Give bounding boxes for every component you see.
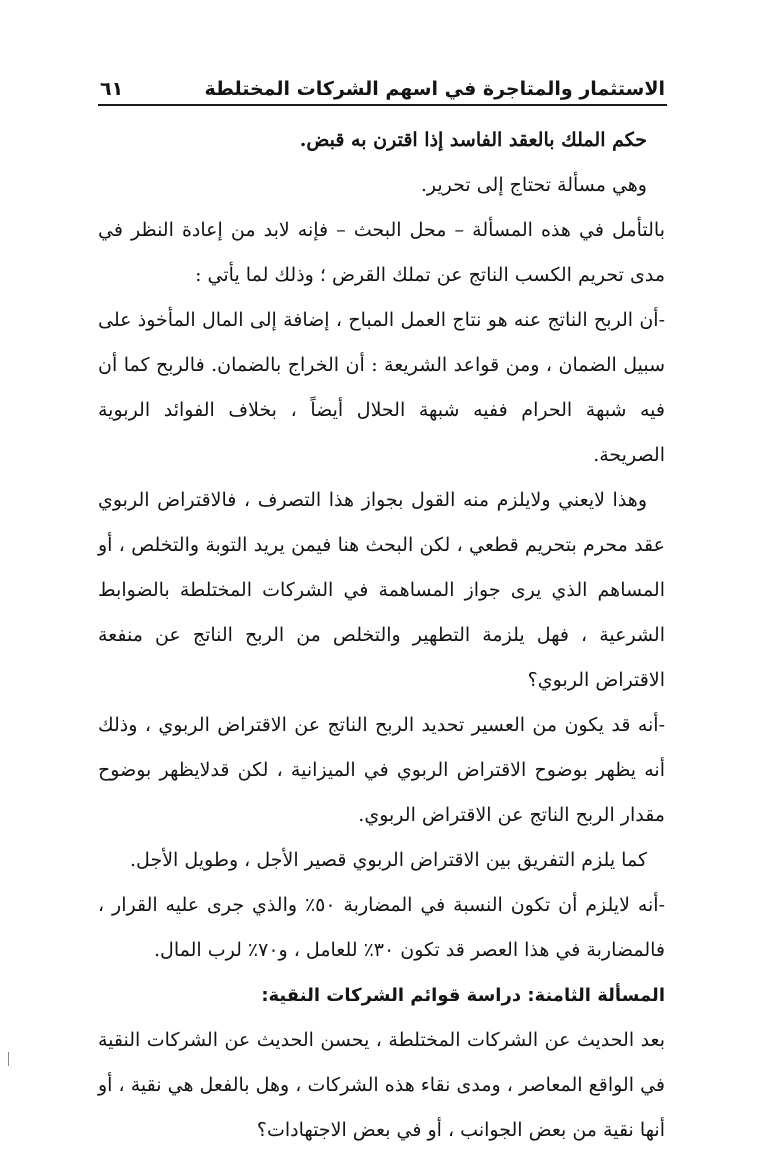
paragraph-first-reason: -أن الربح الناتج عنه هو نتاج العمل المباح ، إضافة إلى المال المأخوذ على سبيل الضمان ، ومن قواعد الشريعة : أن الخراج بالضمان. فالربح كما أن فيه شبهة الحرام ففيه شبهة الحلال أيضاً ، بخلاف الفوائد الربوية الصريحة. xyxy=(98,309,665,466)
header-rule xyxy=(98,104,667,106)
paragraph-third-reason: -أنه لايلزم أن تكون النسبة في المضاربة ٥٠٪ والذي جرى عليه القرار ، فالمضاربة في هذا العصر قد تكون ٣٠٪ للعامل ، و٧٠٪ لرب المال. xyxy=(98,894,665,961)
paragraph-reconsideration: بالتأمل في هذه المسألة – محل البحث – فإنه لابد من إعادة النظر في مدى تحريم الكسب الناتج عن تملك القرض ؛ وذلك لما يأتي : xyxy=(98,219,665,286)
paragraph-needs-clarification: وهي مسألة تحتاج إلى تحرير. xyxy=(420,174,647,196)
running-header xyxy=(100,70,665,100)
scan-edge-mark xyxy=(8,1052,9,1066)
page-number: ٦١ xyxy=(100,78,124,100)
paragraph-clarification: وهذا لايعني ولايلزم منه القول بجواز هذا التصرف ، فالاقتراض الربوي عقد محرم بتحريم قطعي ، لكن البحث هنا فيمن يريد التوبة والتخلص ، أو المساهم الذي يرى جواز المساهمة في الشركات المختلطة بالضوابط الشرعية ، فهل يلزمة التطهير والتخلص من الربح الناتج عن منفعة الاقتراض الربوي؟ xyxy=(98,489,665,691)
running-title: الاستثمار والمتاجرة في اسهم الشركات المختلطة xyxy=(204,78,665,100)
paragraph-term-distinction: كما يلزم التفريق بين الاقتراض الربوي قصير الأجل ، وطويل الأجل. xyxy=(130,849,647,871)
body-text xyxy=(98,118,665,1153)
paragraph-second-reason: -أنه قد يكون من العسير تحديد الربح الناتج عن الاقتراض الربوي ، وذلك أنه يظهر بوضوح الاقتراض الربوي في الميزانية ، لكن قدلايظهر بوضوح مقدار الربح الناتج عن الاقتراض الربوي. xyxy=(98,714,665,826)
section-heading: المسألة الثامنة: دراسة قوائم الشركات النقية: xyxy=(261,985,665,1006)
paragraph-pure-companies: بعد الحديث عن الشركات المختلطة ، يحسن الحديث عن الشركات النقية في الواقع المعاصر ، ومدى نقاء هذه الشركات ، وهل بالفعل هي نقية ، أو أنها نقية من بعض الجوانب ، أو في بعض الاجتهادات؟ xyxy=(98,1029,665,1141)
paragraph-ruling: حكم الملك بالعقد الفاسد إذا اقترن به قبض. xyxy=(299,129,647,151)
